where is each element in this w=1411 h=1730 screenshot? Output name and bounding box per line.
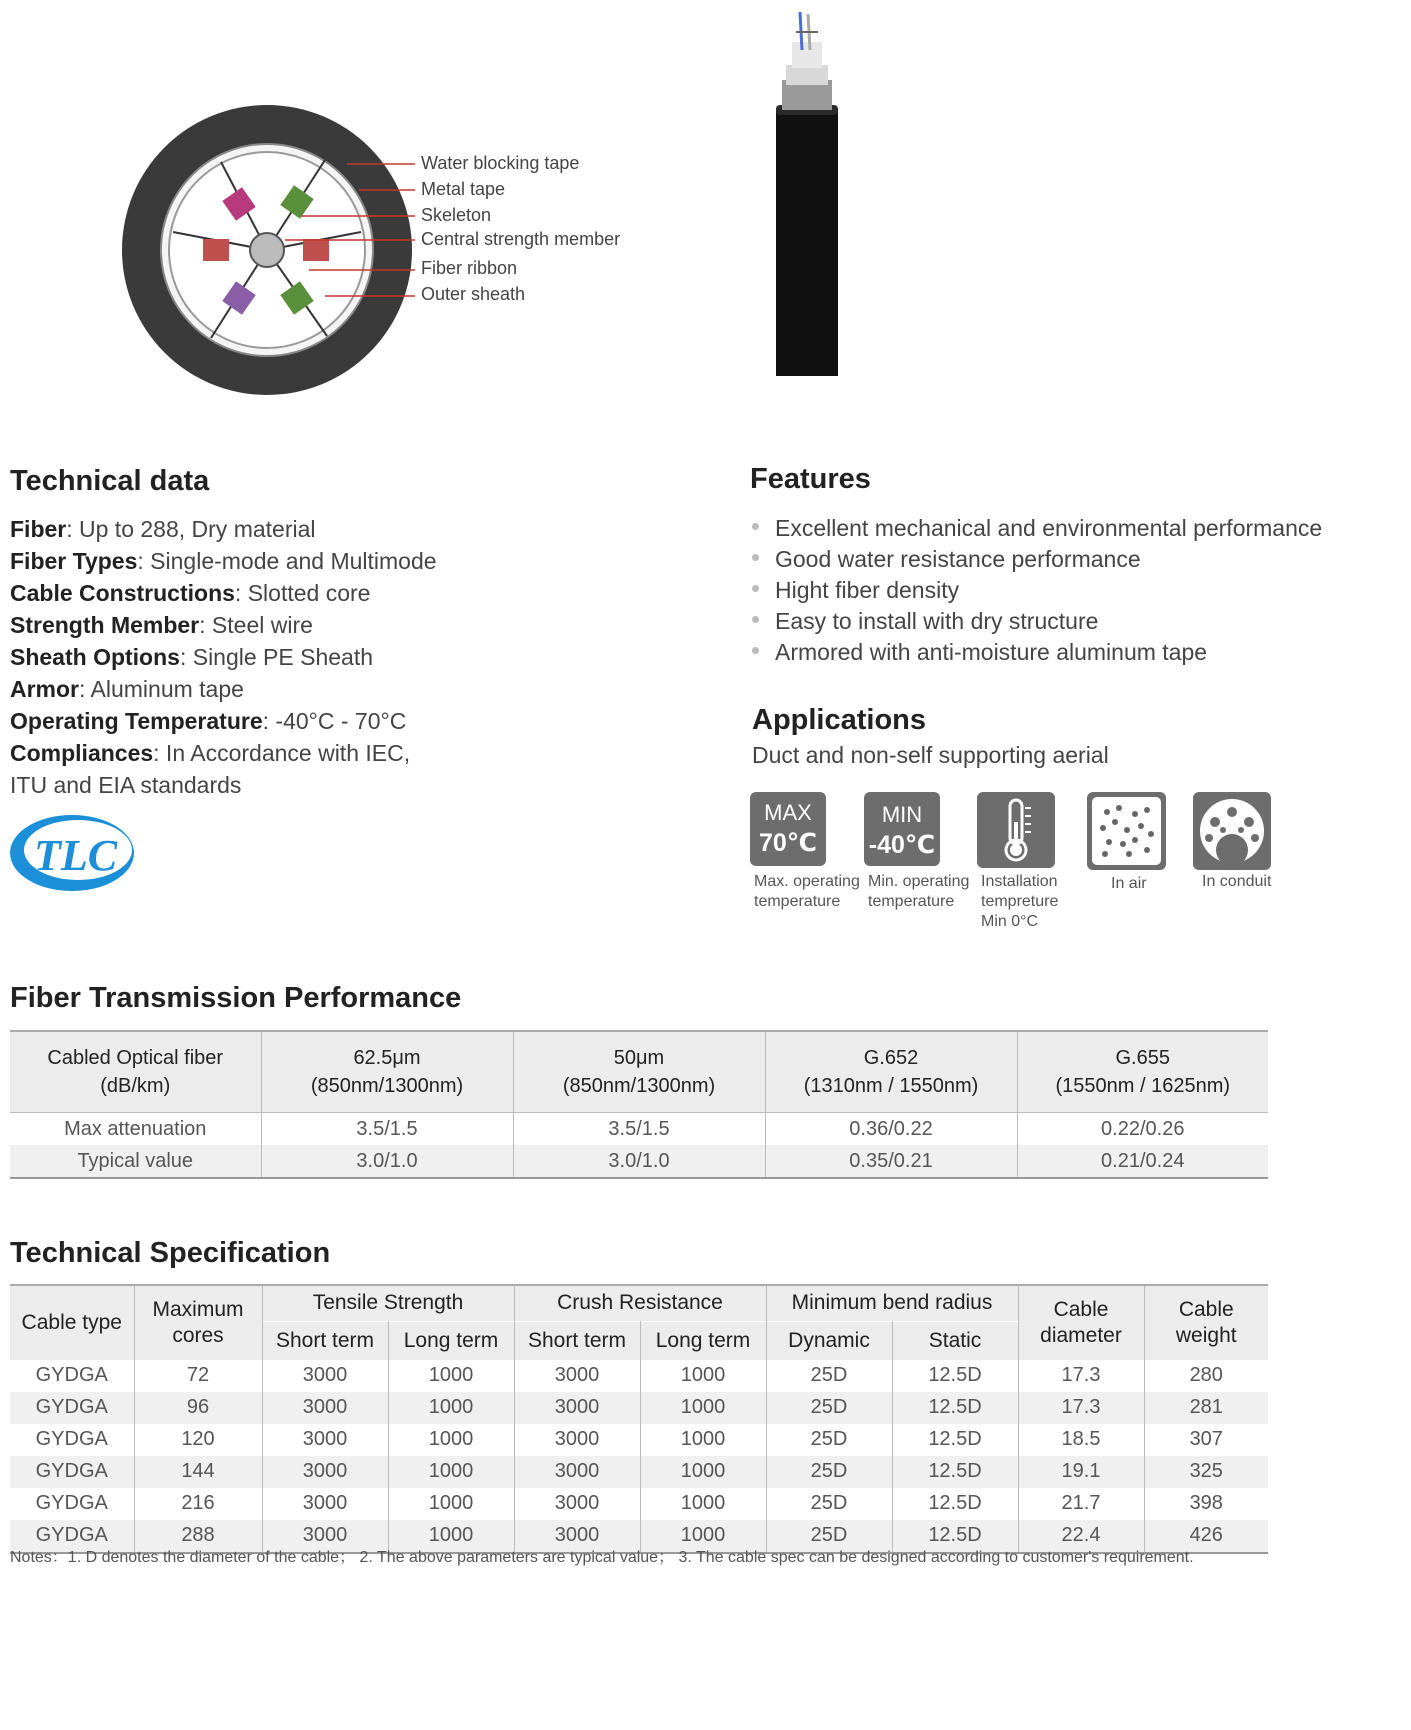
tech-item-armor: Armor: Aluminum tape xyxy=(10,676,244,702)
table-cell: 96 xyxy=(134,1392,262,1424)
ftp-header-50um: 50μm (850nm/1300nm) xyxy=(513,1031,765,1113)
label-outer-sheath: Outer sheath xyxy=(421,284,526,304)
table-cell: 17.3 xyxy=(1018,1392,1144,1424)
min-temperature-caption: Min. operating temperature xyxy=(868,873,970,910)
label-water-blocking-tape: Water blocking tape xyxy=(421,153,580,173)
table-cell: 1000 xyxy=(640,1392,766,1424)
table-cell: 21.7 xyxy=(1018,1488,1144,1520)
tech-item-operating-temperature: Operating Temperature: -40°C - 70°C xyxy=(10,708,407,734)
tlc-logo xyxy=(8,810,138,896)
installation-temperature-caption: Installation tempreture Min 0°C xyxy=(981,873,1059,930)
ftp-header-62-5um: 62.5μm (850nm/1300nm) xyxy=(261,1031,513,1113)
table-row xyxy=(10,1424,1268,1456)
table-cell: GYDGA xyxy=(10,1360,134,1392)
table-cell: 426 xyxy=(1144,1520,1268,1553)
table-cell: 3000 xyxy=(514,1360,640,1392)
tech-item-sheath-options: Sheath Options: Single PE Sheath xyxy=(10,644,374,670)
features-title: Features xyxy=(750,463,871,495)
spec-table-body xyxy=(10,1360,1268,1553)
table-row: Max attenuation 3.5/1.5 3.5/1.5 0.36/0.22 0.22/0.26 xyxy=(10,1113,1268,1146)
tlc-logo-text: TLC xyxy=(34,831,118,880)
features-list xyxy=(752,513,1322,668)
table-cell: 25D xyxy=(766,1424,892,1456)
table-cell: 17.3 xyxy=(1018,1360,1144,1392)
feature-item: Excellent mechanical and environmental performance xyxy=(752,513,1322,544)
spec-header-tensile: Tensile Strength xyxy=(262,1285,514,1321)
table-cell: 1000 xyxy=(388,1488,514,1520)
table-row xyxy=(10,1360,1268,1392)
table-cell: 281 xyxy=(1144,1392,1268,1424)
table-cell: 1000 xyxy=(640,1456,766,1488)
min-temperature-icon: MIN -40℃ xyxy=(864,792,940,866)
in-air-caption: In air xyxy=(1111,875,1147,892)
table-cell: GYDGA xyxy=(10,1456,134,1488)
spec-table xyxy=(10,1284,1268,1554)
table-cell: 3000 xyxy=(514,1424,640,1456)
in-air-icon xyxy=(1087,792,1166,870)
table-cell: 398 xyxy=(1144,1488,1268,1520)
table-cell: 12.5D xyxy=(892,1424,1018,1456)
ftp-table xyxy=(10,1030,1268,1179)
table-cell: 1000 xyxy=(388,1360,514,1392)
table-cell: 325 xyxy=(1144,1456,1268,1488)
feature-item: Easy to install with dry structure xyxy=(752,606,1322,637)
thermometer-icon xyxy=(977,792,1055,868)
tech-item-compliances: Compliances: In Accordance with IEC, xyxy=(10,740,411,766)
table-cell: 144 xyxy=(134,1456,262,1488)
spec-header-weight: Cable weight xyxy=(1144,1285,1268,1360)
in-conduit-caption: In conduit xyxy=(1202,873,1272,890)
table-cell: 12.5D xyxy=(892,1488,1018,1520)
spec-header-diameter: Cable diameter xyxy=(1018,1285,1144,1360)
table-cell: 25D xyxy=(766,1360,892,1392)
spec-title: Technical Specification xyxy=(10,1237,331,1269)
feature-item: Hight fiber density xyxy=(752,575,1322,606)
table-cell: 3000 xyxy=(262,1520,388,1553)
table-cell: 12.5D xyxy=(892,1520,1018,1553)
table-cell: 1000 xyxy=(640,1520,766,1553)
feature-item: Armored with anti-moisture aluminum tape xyxy=(752,637,1322,668)
table-cell: 1000 xyxy=(388,1456,514,1488)
label-fiber-ribbon: Fiber ribbon xyxy=(421,258,518,278)
table-cell: 3000 xyxy=(262,1488,388,1520)
label-central-strength-member: Central strength member xyxy=(421,229,621,249)
table-cell: 12.5D xyxy=(892,1360,1018,1392)
table-cell: GYDGA xyxy=(10,1392,134,1424)
applications-subtitle: Duct and non-self supporting aerial xyxy=(752,742,1109,768)
table-cell: GYDGA xyxy=(10,1424,134,1456)
table-cell: 18.5 xyxy=(1018,1424,1144,1456)
table-cell: 280 xyxy=(1144,1360,1268,1392)
spec-header-bend: Minimum bend radius xyxy=(766,1285,1018,1321)
table-cell: 12.5D xyxy=(892,1456,1018,1488)
table-cell: 1000 xyxy=(388,1520,514,1553)
table-cell: 72 xyxy=(134,1360,262,1392)
table-cell: 3000 xyxy=(262,1456,388,1488)
max-temperature-icon: MAX 70℃ xyxy=(750,792,826,866)
table-cell: 3000 xyxy=(262,1424,388,1456)
table-cell: 1000 xyxy=(388,1392,514,1424)
cable-cross-section-diagram xyxy=(115,100,715,405)
ftp-header-fiber: Cabled Optical fiber (dB/km) xyxy=(10,1031,261,1113)
spec-header-crush: Crush Resistance xyxy=(514,1285,766,1321)
table-row xyxy=(10,1488,1268,1520)
technical-data-list xyxy=(10,513,437,801)
label-metal-tape: Metal tape xyxy=(421,179,506,199)
in-conduit-icon xyxy=(1193,792,1271,870)
ftp-header-g652: G.652 (1310nm / 1550nm) xyxy=(765,1031,1017,1113)
table-cell: GYDGA xyxy=(10,1520,134,1553)
table-cell: 1000 xyxy=(388,1424,514,1456)
table-cell: 22.4 xyxy=(1018,1520,1144,1553)
applications-title: Applications xyxy=(752,704,927,736)
table-cell: 19.1 xyxy=(1018,1456,1144,1488)
tech-item-strength-member: Strength Member: Steel wire xyxy=(10,612,313,638)
table-cell: 12.5D xyxy=(892,1392,1018,1424)
spec-header-bend-dynamic: Dynamic xyxy=(766,1321,892,1360)
cable-product-photo xyxy=(770,10,850,380)
spec-header-max-cores: Maximum cores xyxy=(134,1285,262,1360)
tech-item-cable-constructions: Cable Constructions: Slotted core xyxy=(10,580,371,606)
spec-header-cable-type: Cable type xyxy=(10,1285,134,1360)
table-cell: 307 xyxy=(1144,1424,1268,1456)
tech-item-fiber: Fiber: Up to 288, Dry material xyxy=(10,516,316,542)
table-cell: 120 xyxy=(134,1424,262,1456)
feature-item: Good water resistance performance xyxy=(752,544,1322,575)
table-cell: 25D xyxy=(766,1456,892,1488)
table-cell: 1000 xyxy=(640,1424,766,1456)
spec-header-crush-long: Long term xyxy=(640,1321,766,1360)
ftp-header-g655: G.655 (1550nm / 1625nm) xyxy=(1017,1031,1268,1113)
table-cell: 3000 xyxy=(514,1392,640,1424)
table-cell: 3000 xyxy=(514,1488,640,1520)
table-cell: 25D xyxy=(766,1520,892,1553)
table-cell: 3000 xyxy=(514,1456,640,1488)
table-cell: 288 xyxy=(134,1520,262,1553)
max-temperature-caption: Max. operating temperature xyxy=(754,873,860,910)
table-row xyxy=(10,1392,1268,1424)
label-skeleton: Skeleton xyxy=(421,205,492,225)
spec-header-crush-short: Short term xyxy=(514,1321,640,1360)
technical-data-title: Technical data xyxy=(10,465,210,497)
spec-header-tensile-short: Short term xyxy=(262,1321,388,1360)
table-cell: 25D xyxy=(766,1488,892,1520)
tech-item-fiber-types: Fiber Types: Single-mode and Multimode xyxy=(10,548,437,574)
table-cell: GYDGA xyxy=(10,1488,134,1520)
spec-header-bend-static: Static xyxy=(892,1321,1018,1360)
table-cell: 25D xyxy=(766,1392,892,1424)
tech-item-compliances-continued: ITU and EIA standards xyxy=(10,772,242,798)
spec-notes: Notes：1. D denotes the diameter of the cable； 2. The above parameters are typical value； 3. The cable spec can be designed according to customer's requirement. xyxy=(10,1549,1194,1566)
table-cell: 216 xyxy=(134,1488,262,1520)
table-cell: 1000 xyxy=(640,1488,766,1520)
table-cell: 3000 xyxy=(262,1392,388,1424)
table-row: Typical value 3.0/1.0 3.0/1.0 0.35/0.21 0.21/0.24 xyxy=(10,1145,1268,1178)
table-cell: 3000 xyxy=(262,1360,388,1392)
table-row xyxy=(10,1456,1268,1488)
ftp-title: Fiber Transmission Performance xyxy=(10,982,462,1014)
table-cell: 3000 xyxy=(514,1520,640,1553)
spec-header-tensile-long: Long term xyxy=(388,1321,514,1360)
table-cell: 1000 xyxy=(640,1360,766,1392)
